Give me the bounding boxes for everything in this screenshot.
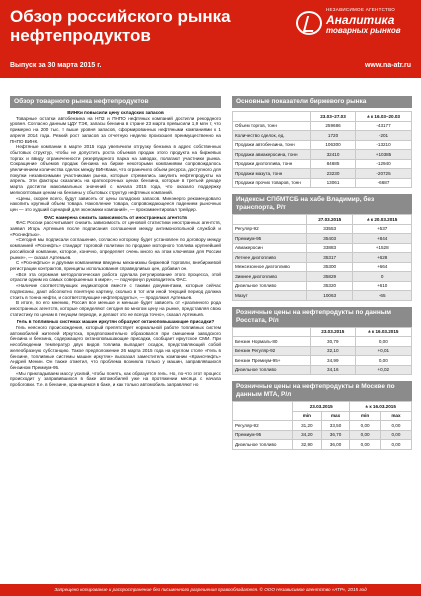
row-label: Продажи прочих товаров, тонн	[233, 178, 311, 188]
table-header-cell: 27.03.2015	[307, 215, 353, 225]
table-cell: +628	[353, 253, 412, 263]
table-row	[233, 224, 412, 234]
indices-table	[232, 214, 412, 301]
table-title-indices: Индексы СПбМТСБ на хабе Владимир, без транспорта, Р/т	[232, 194, 412, 214]
article-paragraph: Товарные остатки автобензина на НПЗ и ПНПО нефтяных компаний достигли рекордного уровня. Согласно данным ЦДУ ТЭК, запасы бензина в стране 23 марта превысили 1,9 млн т, что примерно на 200 тыс. т выше уровня запасов, сформированных нефтяными компаниями к 1 апреля 2014 года. Резкий рост запасов за отчетную неделю произошел преимущественно на ПНПО ВИНК.	[10, 115, 221, 144]
row-label: Межсезонное дизтопливо	[233, 262, 307, 272]
table-header-cell	[233, 112, 311, 122]
table-row	[233, 272, 412, 282]
table-header-cell	[233, 215, 307, 225]
table-cell: +0,02	[355, 365, 411, 375]
table-cell: 0,00	[380, 440, 411, 450]
table-row	[233, 346, 412, 356]
article-heading: ФАС намерена снизить зависимость от иностранных агентств	[44, 214, 187, 220]
table-header-cell: ± к 20.03.2015	[353, 215, 412, 225]
table-cell: 0,00	[350, 421, 380, 431]
table-row	[233, 262, 412, 272]
table-cell: 35829	[307, 272, 353, 282]
row-label: Зимнее дизтопливо	[233, 272, 307, 282]
article-heading: Гель в топливных системах машин иркутян образуют октаноповышающие присадки?	[16, 319, 215, 325]
table-cell: -20725	[356, 169, 412, 179]
table-row	[233, 159, 412, 169]
table-subheader-cell: min	[293, 411, 322, 421]
article-paragraph: «Цены, скорее всего, будут зависеть от цены складских запасов. Минэнерго рекомендовало накопить крупный объем товара. Накопление товара, сопровождающееся падением рыночных цен — это худший сценарий для экономики компаний», — прокомментировал трейдер.	[10, 195, 221, 212]
table-cell: 33883	[307, 243, 353, 253]
table-cell: 0	[353, 272, 412, 282]
article-paragraph: Гель неясного происхождения, который препятствует нормальной работе топливных систем автомобилей жителей Иркутска, предположительно образовался при смешении заводского бензина и бензина, содержащего октаноповышающие присадки, сообщает иркутское СМИ. При несоблюдении температур двух видов топлива выпадает осадок, представляющий собой желеобразную субстанцию. Такое предположение 26 марта 2015 года на круглом столе «Гель в бензине, топливные системы машин иркутян» высказал заместитель компании «КрансНефть» Андрей Менин. Он также отметил, что проблема возникла только у машин, заправлявшихся бензином Премиум-95.	[10, 325, 221, 370]
article-paragraph: Нефтяные компании в марте 2015 года увеличили отгрузку бензина в адрес собственных сбытовых структур, чтобы не допустить роста объемов продаж этого продукта на биржевых торгах и ввиду ограниченности резервуарного парка на заводах, полагают участники рынка. Сокращение объемов продаж бензина на бирже некоторыми компаниями сопровождалось увеличением количества сделок между ВИНКами, что ограничило объем ресурса, доступного для покупки независимыми участниками рынка, которые стремились закупить нефтепродукты на апрель. Эти факторы сказались на краткосрочных ценах бензина, которые в третьей декаде марта достигли максимальных значений с начала 2015 года, что оказало поддержку мелкооптовым ценам на бензины у сбытовых структур нефтяных компаний.	[10, 144, 221, 195]
table-cell: 106300	[311, 140, 356, 150]
logo-mark-icon	[296, 11, 322, 35]
table-cell: 34,99	[311, 356, 356, 366]
table-cell: 34,20	[293, 430, 322, 440]
article-paragraph: В итоге, по его мнению, Россия все меньше и меньше будет зависеть от «разлинного рода иностранных агентств, которые определяют сегодня во многом цену на рынке, представляя свою статистику по ценам в текущем периоде, и делают это не всегда точно», сказал Артемьев.	[10, 300, 221, 317]
row-label: Бензин Премиум-95+	[233, 356, 311, 366]
table-row	[233, 131, 412, 141]
table-row	[233, 178, 412, 188]
logo-agency: НЕЗАВИСИМОЕ АГЕНТСТВО	[326, 7, 396, 12]
table-row	[233, 337, 412, 347]
row-label: Летнее дизтопливо	[233, 253, 307, 263]
table-row	[233, 440, 412, 450]
table-cell: 1720	[311, 131, 356, 141]
table-cell: 31,20	[293, 421, 322, 431]
table-cell: -12940	[356, 159, 412, 169]
row-label: Объем торгов, тонн	[233, 121, 311, 131]
row-label: Дизельное топливо	[233, 365, 311, 375]
row-label: Продажи автобензина, тонн	[233, 140, 311, 150]
table-subheader-cell: max	[380, 411, 411, 421]
table-cell: -201	[356, 131, 412, 141]
table-cell: 35300	[307, 262, 353, 272]
row-label: Дизельное топливо	[233, 440, 293, 450]
table-header-cell: ± к 16.03–20.03	[356, 112, 412, 122]
page-footer: Запрещено копирование и распространение без письменного разрешения правообладателя. © ООО Независимое агентство «АТР», 2015 год	[0, 584, 421, 596]
table-row	[233, 281, 412, 291]
table-cell: -13210	[356, 140, 412, 150]
logo-name: Аналитика	[326, 13, 395, 27]
table-row	[233, 150, 412, 160]
article-paragraph: «Вся эта огромная методологическая работа сделала регулирование этого процесса, этой отрасли одним из самых совершенных в мире», — подчеркнул руководитель ФАС.	[10, 271, 221, 283]
table-cell: 33,50	[321, 421, 350, 431]
row-label: Бензин Регуляр-92	[233, 346, 311, 356]
table-subheader-cell: min	[350, 411, 380, 421]
table-cell: 35320	[307, 281, 353, 291]
section-title: Обзор товарного рынка нефтепродуктов	[10, 96, 221, 108]
table-cell: +0,01	[355, 346, 411, 356]
table-cell: 0,00	[350, 430, 380, 440]
table-cell: -6687	[356, 178, 412, 188]
table-cell: 0,00	[380, 430, 411, 440]
table-cell: 0,00	[350, 440, 380, 450]
table-row	[233, 430, 412, 440]
table-cell: -43177	[356, 121, 412, 131]
table-row	[233, 243, 412, 253]
logo-subtitle: товарных рынков	[326, 26, 401, 35]
table-cell: 35403	[307, 234, 353, 244]
site-link[interactable]: www.na-atr.ru	[364, 62, 411, 69]
table-cell: +610	[353, 281, 412, 291]
table-cell: 32,90	[293, 440, 322, 450]
table-cell: +537	[353, 224, 412, 234]
table-cell: 36,70	[321, 430, 350, 440]
article-heading: ВИНКи повысили цену складских запасов	[67, 110, 164, 115]
table-cell: +10385	[356, 150, 412, 160]
table-cell: 35317	[307, 253, 353, 263]
table-cell: +844	[353, 234, 412, 244]
table-row	[233, 291, 412, 301]
page-title: Обзор российского рынка нефтепродуктов	[10, 7, 231, 45]
logo	[296, 6, 418, 42]
table-header-cell: 23.03.2015	[311, 327, 356, 337]
table-cell: 259686	[311, 121, 356, 131]
row-label: Премиум-95	[233, 430, 293, 440]
table-header-cell: 23.03.2015	[293, 402, 350, 412]
table-row	[233, 169, 412, 179]
article-paragraph: «Сегодня мы подписали соглашение, согласно которому будет установлен по договору между компанией «Роснефть» стандарт торговой политики по продаже моторного топлива крупнейшей российской компании, которое, конечно, определяет очень много на этом ключевом для России рынке», — сказал Артемьев.	[10, 237, 221, 260]
right-column	[232, 96, 412, 450]
table-header-cell: ± к 16.03.2015	[355, 327, 411, 337]
table-row	[233, 365, 412, 375]
row-label: Продажи авиакеросина, тонн	[233, 150, 311, 160]
row-label: Регуляр-92	[233, 421, 293, 431]
table-cell: 36,00	[321, 440, 350, 450]
table-row	[233, 234, 412, 244]
issue-date: Выпуск за 30 марта 2015 г.	[10, 62, 102, 69]
row-label: Авиакеросин	[233, 243, 307, 253]
article-paragraph: «Наличие соответствующих индикаторов вместе с такими документами, которые сейчас подписаны, дают абсолютно понятную картину, сколько в тот или иной текущий период должна стоить в тонна нефти, и соответствующие нефтепродукты», — продолжил Артемьев.	[10, 283, 221, 300]
table-cell: 23230	[311, 169, 356, 179]
table-cell: 0,00	[355, 356, 411, 366]
left-column	[10, 96, 221, 388]
table-cell: 33553	[307, 224, 353, 234]
row-label: Мазут	[233, 291, 307, 301]
row-label: Дизельное топливо	[233, 281, 307, 291]
table-cell: 84685	[311, 159, 356, 169]
article-body	[10, 110, 221, 388]
table-row	[233, 421, 412, 431]
table-subheader-cell: max	[321, 411, 350, 421]
moscow-prices-table	[232, 401, 412, 450]
page-header	[0, 0, 421, 78]
table-row	[233, 253, 412, 263]
row-label: Количество сделок, ед.	[233, 131, 311, 141]
table-row	[233, 140, 412, 150]
article-paragraph: С «Роснефтью» и другими компаниями введены механизмы биржевой торговли, внебиржевой регистрации контрактов, принципы использования справедливых цен, добавил он.	[10, 260, 221, 271]
table-cell: 10063	[307, 291, 353, 301]
row-label: Бензин Нормаль-80	[233, 337, 311, 347]
table-title-moscow: Розничные цены на нефтепродукты в Москве по данным МТА, Р/л	[232, 381, 412, 401]
table-cell: 30,79	[311, 337, 356, 347]
table-cell: 13061	[311, 178, 356, 188]
table-row	[233, 121, 412, 131]
table-cell: -65	[353, 291, 412, 301]
table-cell: +664	[353, 262, 412, 272]
row-label: Продажи мазута, тонн	[233, 169, 311, 179]
table-header-cell	[233, 327, 311, 337]
table-cell: +1528	[353, 243, 412, 253]
article-paragraph: «Мы прикладываем массу усилий, чтобы понять, как образуется гель. Но, по-что этот процесс происходит у заправившихся в баке автомобилей уже на протяжении месяца с начала пробоговки. Т.е. в бензине, хранящемся в баке, и как только автомобиль заправляют но	[10, 370, 221, 388]
table-title-market: Основные показатели биржевого рынка	[232, 96, 412, 108]
article-paragraph: ФАС России рассчитывает снизить зависимость от ценовой статистики иностранных агентств, заявил Игорь Артемьев после подписания соглашения между антимонопольной службой и «Роснефтью».	[10, 220, 221, 237]
table-cell: 32410	[311, 150, 356, 160]
table-header-cell: 23.03–27.03	[311, 112, 356, 122]
row-label: Продажи дизтоплива, тонн	[233, 159, 311, 169]
table-cell: 34,16	[311, 365, 356, 375]
table-cell: 0,00	[355, 337, 411, 347]
row-label: Премиум-95	[233, 234, 307, 244]
table-title-rosstat: Розничные цены на нефтепродукты по данным Росстата, Р/л	[232, 307, 412, 327]
table-cell: 32,10	[311, 346, 356, 356]
table-cell: 0,00	[380, 421, 411, 431]
table-header-cell: ± к 16.03.2015	[350, 402, 412, 412]
row-label: Регуляр-92	[233, 224, 307, 234]
table-row	[233, 356, 412, 366]
rosstat-prices-table	[232, 327, 412, 376]
table-header-cell	[233, 402, 293, 421]
market-indicators-table	[232, 111, 412, 188]
